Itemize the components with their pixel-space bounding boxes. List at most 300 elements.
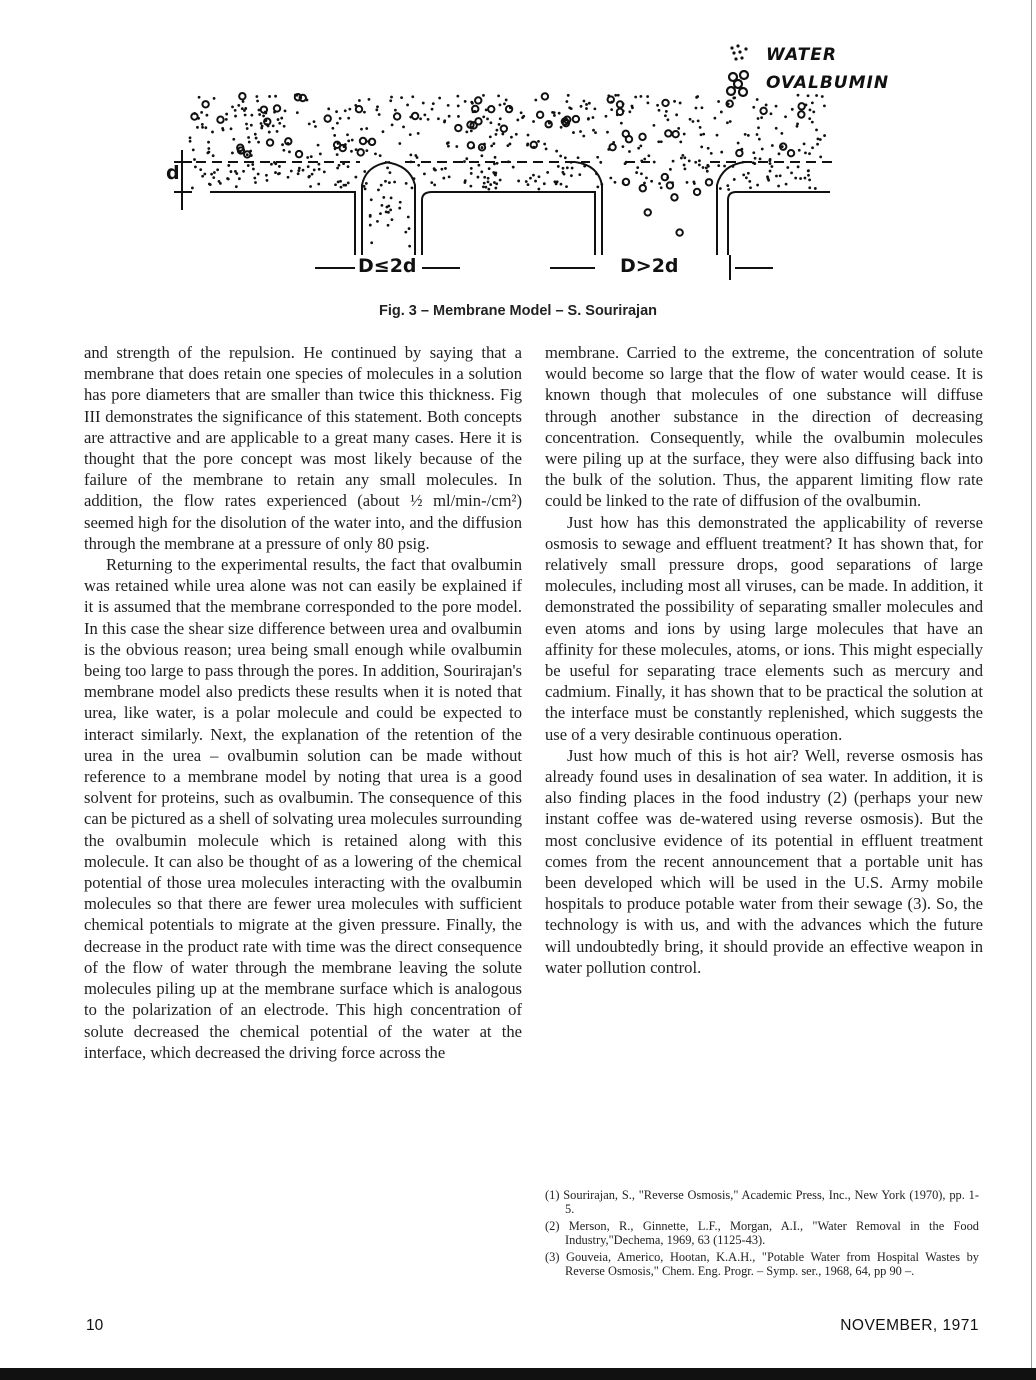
water-particle bbox=[683, 133, 686, 136]
water-particle bbox=[360, 128, 363, 131]
solution-particles bbox=[189, 93, 826, 247]
water-particle bbox=[239, 151, 242, 154]
water-particle bbox=[534, 99, 537, 102]
water-particle bbox=[319, 153, 322, 156]
water-particle bbox=[379, 212, 382, 215]
water-particle bbox=[204, 126, 207, 129]
water-particle bbox=[375, 108, 378, 111]
water-particle bbox=[532, 174, 535, 177]
water-particle bbox=[494, 187, 497, 190]
water-particle bbox=[487, 181, 490, 184]
water-particle bbox=[457, 105, 460, 108]
water-particle bbox=[657, 140, 660, 143]
ovalbumin-particle bbox=[645, 209, 651, 215]
issue-date: NOVEMBER, 1971 bbox=[840, 1317, 979, 1334]
water-particle bbox=[496, 162, 499, 165]
water-particle bbox=[363, 111, 366, 114]
water-particle bbox=[527, 134, 530, 137]
water-particle bbox=[442, 177, 445, 180]
water-particle bbox=[343, 145, 346, 148]
water-particle bbox=[245, 123, 248, 126]
reference-1: (1) Sourirajan, S., "Reverse Osmosis," Academic Press, Inc., New York (1970), pp. 1-5. bbox=[545, 1188, 979, 1217]
water-particle bbox=[198, 96, 201, 99]
water-particle bbox=[804, 177, 807, 180]
water-particle bbox=[398, 207, 401, 210]
water-particle bbox=[365, 149, 368, 152]
water-particle bbox=[226, 177, 229, 180]
water-particle bbox=[313, 169, 316, 172]
water-particle bbox=[702, 166, 705, 169]
water-particle bbox=[448, 115, 451, 118]
water-particle bbox=[790, 171, 793, 174]
water-particle bbox=[327, 107, 330, 110]
water-particle bbox=[287, 142, 290, 145]
water-particle bbox=[775, 175, 778, 178]
water-particle bbox=[336, 153, 339, 156]
water-particle bbox=[387, 211, 390, 214]
water-particle bbox=[796, 122, 799, 125]
water-particle bbox=[351, 139, 354, 142]
water-particle bbox=[557, 165, 560, 168]
water-particle bbox=[669, 168, 672, 171]
water-particle bbox=[455, 145, 458, 148]
water-particle bbox=[505, 99, 508, 102]
water-particle bbox=[823, 134, 826, 137]
water-particle bbox=[622, 110, 625, 113]
water-particle bbox=[645, 176, 648, 179]
water-particle bbox=[770, 112, 773, 115]
ovalbumin-particle bbox=[455, 125, 461, 131]
water-particle bbox=[594, 131, 597, 134]
reference-2: (2) Merson, R., Ginnette, L.F., Morgan, A.I., "Water Removal in the Food Industry,"Dechema, 1969, 63 (1125-43). bbox=[545, 1218, 979, 1248]
water-particle bbox=[411, 186, 414, 189]
water-particle bbox=[707, 147, 710, 150]
water-particle bbox=[556, 180, 559, 183]
water-particle bbox=[340, 186, 343, 189]
water-particle bbox=[242, 170, 245, 173]
small-pore-label: D≤2d bbox=[358, 255, 417, 277]
water-particle bbox=[355, 148, 358, 151]
water-particle bbox=[614, 181, 617, 184]
water-particle bbox=[314, 125, 317, 128]
water-particle bbox=[254, 133, 257, 136]
water-particle bbox=[423, 172, 426, 175]
water-particle bbox=[407, 216, 410, 219]
water-particle bbox=[346, 133, 349, 136]
water-particle bbox=[411, 95, 414, 98]
ovalbumin-particle bbox=[202, 101, 208, 107]
water-particle bbox=[489, 183, 492, 186]
water-particle bbox=[520, 111, 523, 114]
water-particle bbox=[379, 154, 382, 157]
ovalbumin-particle bbox=[357, 149, 363, 155]
water-particle bbox=[406, 104, 409, 107]
water-particle bbox=[218, 180, 221, 183]
water-particle bbox=[250, 114, 253, 117]
water-particle bbox=[808, 152, 811, 155]
water-particle bbox=[365, 127, 368, 130]
water-particle bbox=[278, 165, 281, 168]
water-particle bbox=[344, 184, 347, 187]
water-particle bbox=[745, 176, 748, 179]
legend-ovalbumin-label: OVALBUMIN bbox=[766, 73, 890, 93]
water-particle bbox=[447, 141, 450, 144]
water-particle bbox=[433, 183, 436, 186]
ovalbumin-particle bbox=[356, 106, 362, 112]
water-particle bbox=[417, 164, 420, 167]
water-particle bbox=[498, 123, 501, 126]
water-particle bbox=[230, 170, 233, 173]
ovalbumin-particle bbox=[542, 93, 548, 99]
water-particle bbox=[660, 140, 663, 143]
water-particle bbox=[769, 170, 772, 173]
water-particle bbox=[635, 171, 638, 174]
ovalbumin-particle bbox=[662, 174, 668, 180]
water-particle bbox=[798, 149, 801, 152]
water-particle bbox=[729, 120, 732, 123]
water-particle bbox=[777, 185, 780, 188]
water-particle bbox=[254, 181, 257, 184]
water-particle bbox=[358, 99, 361, 102]
water-particle bbox=[390, 196, 393, 199]
water-particle bbox=[400, 96, 403, 99]
water-particle bbox=[578, 173, 581, 176]
water-particle bbox=[620, 122, 623, 125]
ovalbumin-particle bbox=[694, 189, 700, 195]
water-particle bbox=[700, 133, 703, 136]
water-particle bbox=[605, 115, 608, 118]
water-particle bbox=[477, 164, 480, 167]
water-particle bbox=[492, 171, 495, 174]
water-particle bbox=[347, 182, 350, 185]
water-particle bbox=[296, 94, 299, 97]
water-particle bbox=[622, 145, 625, 148]
water-particle bbox=[665, 110, 668, 113]
reference-3: (3) Gouveia, Americo, Hootan, K.A.H., "Potable Water from Hospital Wastes by Reverse Osmosis," Chem. Eng. Progr. – Symp. ser., 1968, 64, pp 90 –. bbox=[545, 1249, 979, 1279]
water-particle bbox=[414, 154, 417, 157]
water-particle bbox=[640, 172, 643, 175]
water-particle bbox=[470, 167, 473, 170]
water-particle bbox=[673, 100, 676, 103]
right-paragraph-3: Just how much of this is hot air? Well, reverse osmosis has already found uses in desalination of sea water. In addition, it is also finding places in the food industry (2) (perhaps your new instant coffee was de-watered using reverse osmosis). But the most conclusive evidence of its potential in effluent treatment comes from the recent announcement that a portable unit has been developed which will be used in the U.S. Army mobile hospitals to produce potable water from their sewage (3). So, the technology is with us, and with the advances which the future will undoubtedly bring, it should provide an effective weapon in water pollution control. bbox=[545, 745, 983, 977]
water-particle bbox=[643, 158, 646, 161]
water-particle bbox=[529, 177, 532, 180]
water-particle bbox=[497, 94, 500, 97]
water-particle bbox=[666, 118, 669, 121]
water-particle bbox=[264, 112, 267, 115]
left-paragraph-1: and strength of the repulsion. He continued by saying that a membrane that does retain one species of molecules in a solution has pore diameters that are smaller than twice this thickness. Fig III demonstrates the significance of this statement. Both concepts are attractive and are applicable to a great many cases. Here it is thought that the pore concept was most likely because of the failure of the membrane to retain any small molecules. In addition, the flow rates experienced (about ½ ml/min-/cm²) seemed high for the disolution of the water into, and the diffusion through the membrane at a pressure of only 80 psig. bbox=[84, 343, 522, 553]
membrane-outline bbox=[174, 150, 835, 280]
ovalbumin-particle bbox=[296, 151, 302, 157]
water-particle bbox=[277, 118, 280, 121]
water-particle bbox=[485, 108, 488, 111]
water-particle bbox=[284, 110, 287, 113]
water-particle bbox=[431, 108, 434, 111]
water-particle bbox=[480, 154, 483, 157]
water-particle bbox=[489, 135, 492, 138]
water-particle bbox=[596, 156, 599, 159]
water-particle bbox=[816, 143, 819, 146]
water-particle bbox=[808, 186, 811, 189]
water-particle bbox=[647, 154, 650, 157]
water-particle bbox=[209, 183, 212, 186]
water-particle bbox=[538, 175, 541, 178]
water-particle bbox=[784, 115, 787, 118]
water-particle bbox=[376, 220, 379, 223]
water-particle bbox=[807, 169, 810, 172]
water-particle bbox=[759, 157, 762, 160]
water-particle bbox=[232, 138, 235, 141]
references bbox=[545, 1188, 979, 1280]
left-column bbox=[84, 342, 522, 1063]
water-particle bbox=[679, 102, 682, 105]
water-particle bbox=[747, 172, 750, 175]
ovalbumin-particle bbox=[639, 134, 645, 140]
water-particle bbox=[469, 185, 472, 188]
water-particle bbox=[696, 95, 699, 98]
water-particle bbox=[509, 106, 512, 109]
water-particle bbox=[752, 151, 755, 154]
water-particle bbox=[201, 175, 204, 178]
water-particle bbox=[443, 119, 446, 122]
water-particle bbox=[567, 94, 570, 97]
water-particle bbox=[246, 127, 249, 130]
water-particle bbox=[448, 175, 451, 178]
water-particle bbox=[647, 102, 650, 105]
water-particle bbox=[637, 147, 640, 150]
water-particle bbox=[265, 123, 268, 126]
water-particle bbox=[231, 105, 234, 108]
water-particle bbox=[768, 159, 771, 162]
water-particle bbox=[643, 182, 646, 185]
water-particle bbox=[280, 117, 283, 120]
water-particle bbox=[277, 172, 280, 175]
water-particle bbox=[270, 163, 273, 166]
water-particle bbox=[675, 113, 678, 116]
water-particle bbox=[238, 177, 241, 180]
water-particle bbox=[499, 117, 502, 120]
water-particle bbox=[465, 157, 468, 160]
water-particle bbox=[364, 188, 367, 191]
water-particle bbox=[298, 167, 301, 170]
water-particle bbox=[612, 141, 615, 144]
water-particle bbox=[380, 184, 383, 187]
water-particle bbox=[679, 140, 682, 143]
water-particle bbox=[419, 117, 422, 120]
page-number: 10 bbox=[86, 1317, 104, 1334]
water-particle bbox=[248, 141, 251, 144]
water-particle bbox=[227, 164, 230, 167]
water-particle bbox=[221, 127, 224, 130]
water-particle bbox=[639, 95, 642, 98]
water-particle bbox=[588, 102, 591, 105]
water-particle bbox=[700, 145, 703, 148]
water-particle bbox=[610, 101, 613, 104]
water-particle bbox=[463, 160, 466, 163]
water-particle bbox=[706, 164, 709, 167]
water-particle bbox=[251, 163, 254, 166]
water-particle bbox=[333, 134, 336, 137]
water-particle bbox=[262, 115, 265, 118]
ovalbumin-particle bbox=[706, 179, 712, 185]
ovalbumin-particle bbox=[662, 100, 668, 106]
water-particle bbox=[265, 119, 268, 122]
water-particle bbox=[311, 173, 314, 176]
water-particle bbox=[212, 176, 215, 179]
water-particle bbox=[378, 113, 381, 116]
water-particle bbox=[534, 180, 537, 183]
water-particle bbox=[606, 131, 609, 134]
water-particle bbox=[742, 174, 745, 177]
water-particle bbox=[197, 117, 200, 120]
water-particle bbox=[409, 133, 412, 136]
water-particle bbox=[278, 122, 281, 125]
ovalbumin-particle bbox=[267, 139, 273, 145]
water-particle bbox=[382, 196, 385, 199]
water-particle bbox=[779, 174, 782, 177]
water-particle bbox=[749, 186, 752, 189]
ovalbumin-particle bbox=[537, 112, 543, 118]
water-particle bbox=[196, 126, 199, 129]
legend-water bbox=[720, 40, 837, 70]
water-particle bbox=[339, 180, 342, 183]
water-particle bbox=[811, 121, 814, 124]
water-particle bbox=[692, 120, 695, 123]
ovalbumin-particle bbox=[798, 111, 804, 117]
water-particle bbox=[684, 167, 687, 170]
water-particle bbox=[716, 134, 719, 137]
water-particle bbox=[370, 241, 373, 244]
water-particle bbox=[760, 116, 763, 119]
water-particle bbox=[614, 94, 617, 97]
water-particle bbox=[705, 167, 708, 170]
ovalbumin-particle bbox=[239, 93, 245, 99]
water-particle bbox=[726, 121, 729, 124]
water-particle bbox=[399, 201, 402, 204]
water-particle bbox=[543, 143, 546, 146]
water-particle bbox=[786, 166, 789, 169]
water-particle bbox=[565, 185, 568, 188]
water-particle bbox=[710, 152, 713, 155]
water-particle bbox=[525, 180, 528, 183]
water-particle bbox=[522, 115, 525, 118]
water-particle bbox=[510, 136, 513, 139]
water-particle bbox=[501, 133, 504, 136]
water-particle bbox=[255, 137, 258, 140]
water-particle bbox=[592, 116, 595, 119]
water-particle bbox=[313, 120, 316, 123]
water-particle bbox=[622, 103, 625, 106]
water-particle bbox=[723, 165, 726, 168]
water-particle bbox=[347, 117, 350, 120]
water-particle bbox=[607, 94, 610, 97]
water-particle bbox=[193, 158, 196, 161]
water-particle bbox=[394, 109, 397, 112]
water-particle bbox=[297, 169, 300, 172]
water-particle bbox=[191, 187, 194, 190]
water-particle bbox=[733, 178, 736, 181]
water-particle bbox=[560, 183, 563, 186]
water-particle bbox=[274, 95, 277, 98]
water-particle bbox=[532, 120, 535, 123]
water-particle bbox=[444, 167, 447, 170]
water-particle bbox=[258, 113, 261, 116]
water-particle bbox=[819, 138, 822, 141]
water-particle bbox=[287, 176, 290, 179]
water-particle bbox=[672, 160, 675, 163]
water-particle bbox=[717, 164, 720, 167]
water-particle bbox=[737, 142, 740, 145]
water-particle bbox=[512, 166, 515, 169]
ovalbumin-particle bbox=[217, 117, 223, 123]
water-particle bbox=[579, 130, 582, 133]
water-particle bbox=[593, 108, 596, 111]
water-particle bbox=[706, 170, 709, 173]
water-particle bbox=[456, 95, 459, 98]
water-particle bbox=[482, 185, 485, 188]
water-particle bbox=[336, 122, 339, 125]
water-particle bbox=[720, 111, 723, 114]
water-particle bbox=[546, 171, 549, 174]
ovalbumin-particle bbox=[736, 150, 742, 156]
water-particle bbox=[363, 170, 366, 173]
water-particle bbox=[206, 114, 209, 117]
water-particle bbox=[363, 185, 366, 188]
water-particle bbox=[807, 174, 810, 177]
water-particle bbox=[386, 167, 389, 170]
water-particle bbox=[402, 125, 405, 128]
water-particle bbox=[483, 143, 486, 146]
water-particle bbox=[381, 204, 384, 207]
ovalbumin-particle bbox=[788, 150, 794, 156]
water-particle bbox=[388, 181, 391, 184]
water-particle bbox=[656, 104, 659, 107]
water-particle bbox=[249, 150, 252, 153]
ovalbumin-particle bbox=[672, 131, 678, 137]
water-particle bbox=[609, 177, 612, 180]
water-particle bbox=[617, 94, 620, 97]
water-particle bbox=[754, 157, 757, 160]
water-particle bbox=[339, 117, 342, 120]
water-particle bbox=[517, 180, 520, 183]
water-particle bbox=[265, 174, 268, 177]
water-particle bbox=[423, 113, 426, 116]
water-particle bbox=[634, 96, 637, 99]
water-particle bbox=[199, 168, 202, 171]
water-particle bbox=[811, 146, 814, 149]
water-particle bbox=[559, 155, 562, 158]
water-particle bbox=[235, 185, 238, 188]
ovalbumin-particle bbox=[676, 229, 682, 235]
water-particle bbox=[255, 95, 258, 98]
water-particle bbox=[447, 145, 450, 148]
water-particle bbox=[585, 107, 588, 110]
water-particle bbox=[596, 185, 599, 188]
water-particle bbox=[247, 164, 250, 167]
water-particle bbox=[194, 165, 197, 168]
water-particle bbox=[580, 105, 583, 108]
water-particle bbox=[368, 140, 371, 143]
water-particle bbox=[334, 183, 337, 186]
water-particle bbox=[555, 150, 558, 153]
water-particle bbox=[192, 148, 195, 151]
ovalbumin-particle bbox=[475, 97, 481, 103]
water-particle bbox=[658, 109, 661, 112]
water-particle bbox=[565, 100, 568, 103]
water-particle bbox=[331, 127, 334, 130]
water-particle bbox=[193, 112, 196, 115]
ovalbumin-particle bbox=[609, 144, 615, 150]
